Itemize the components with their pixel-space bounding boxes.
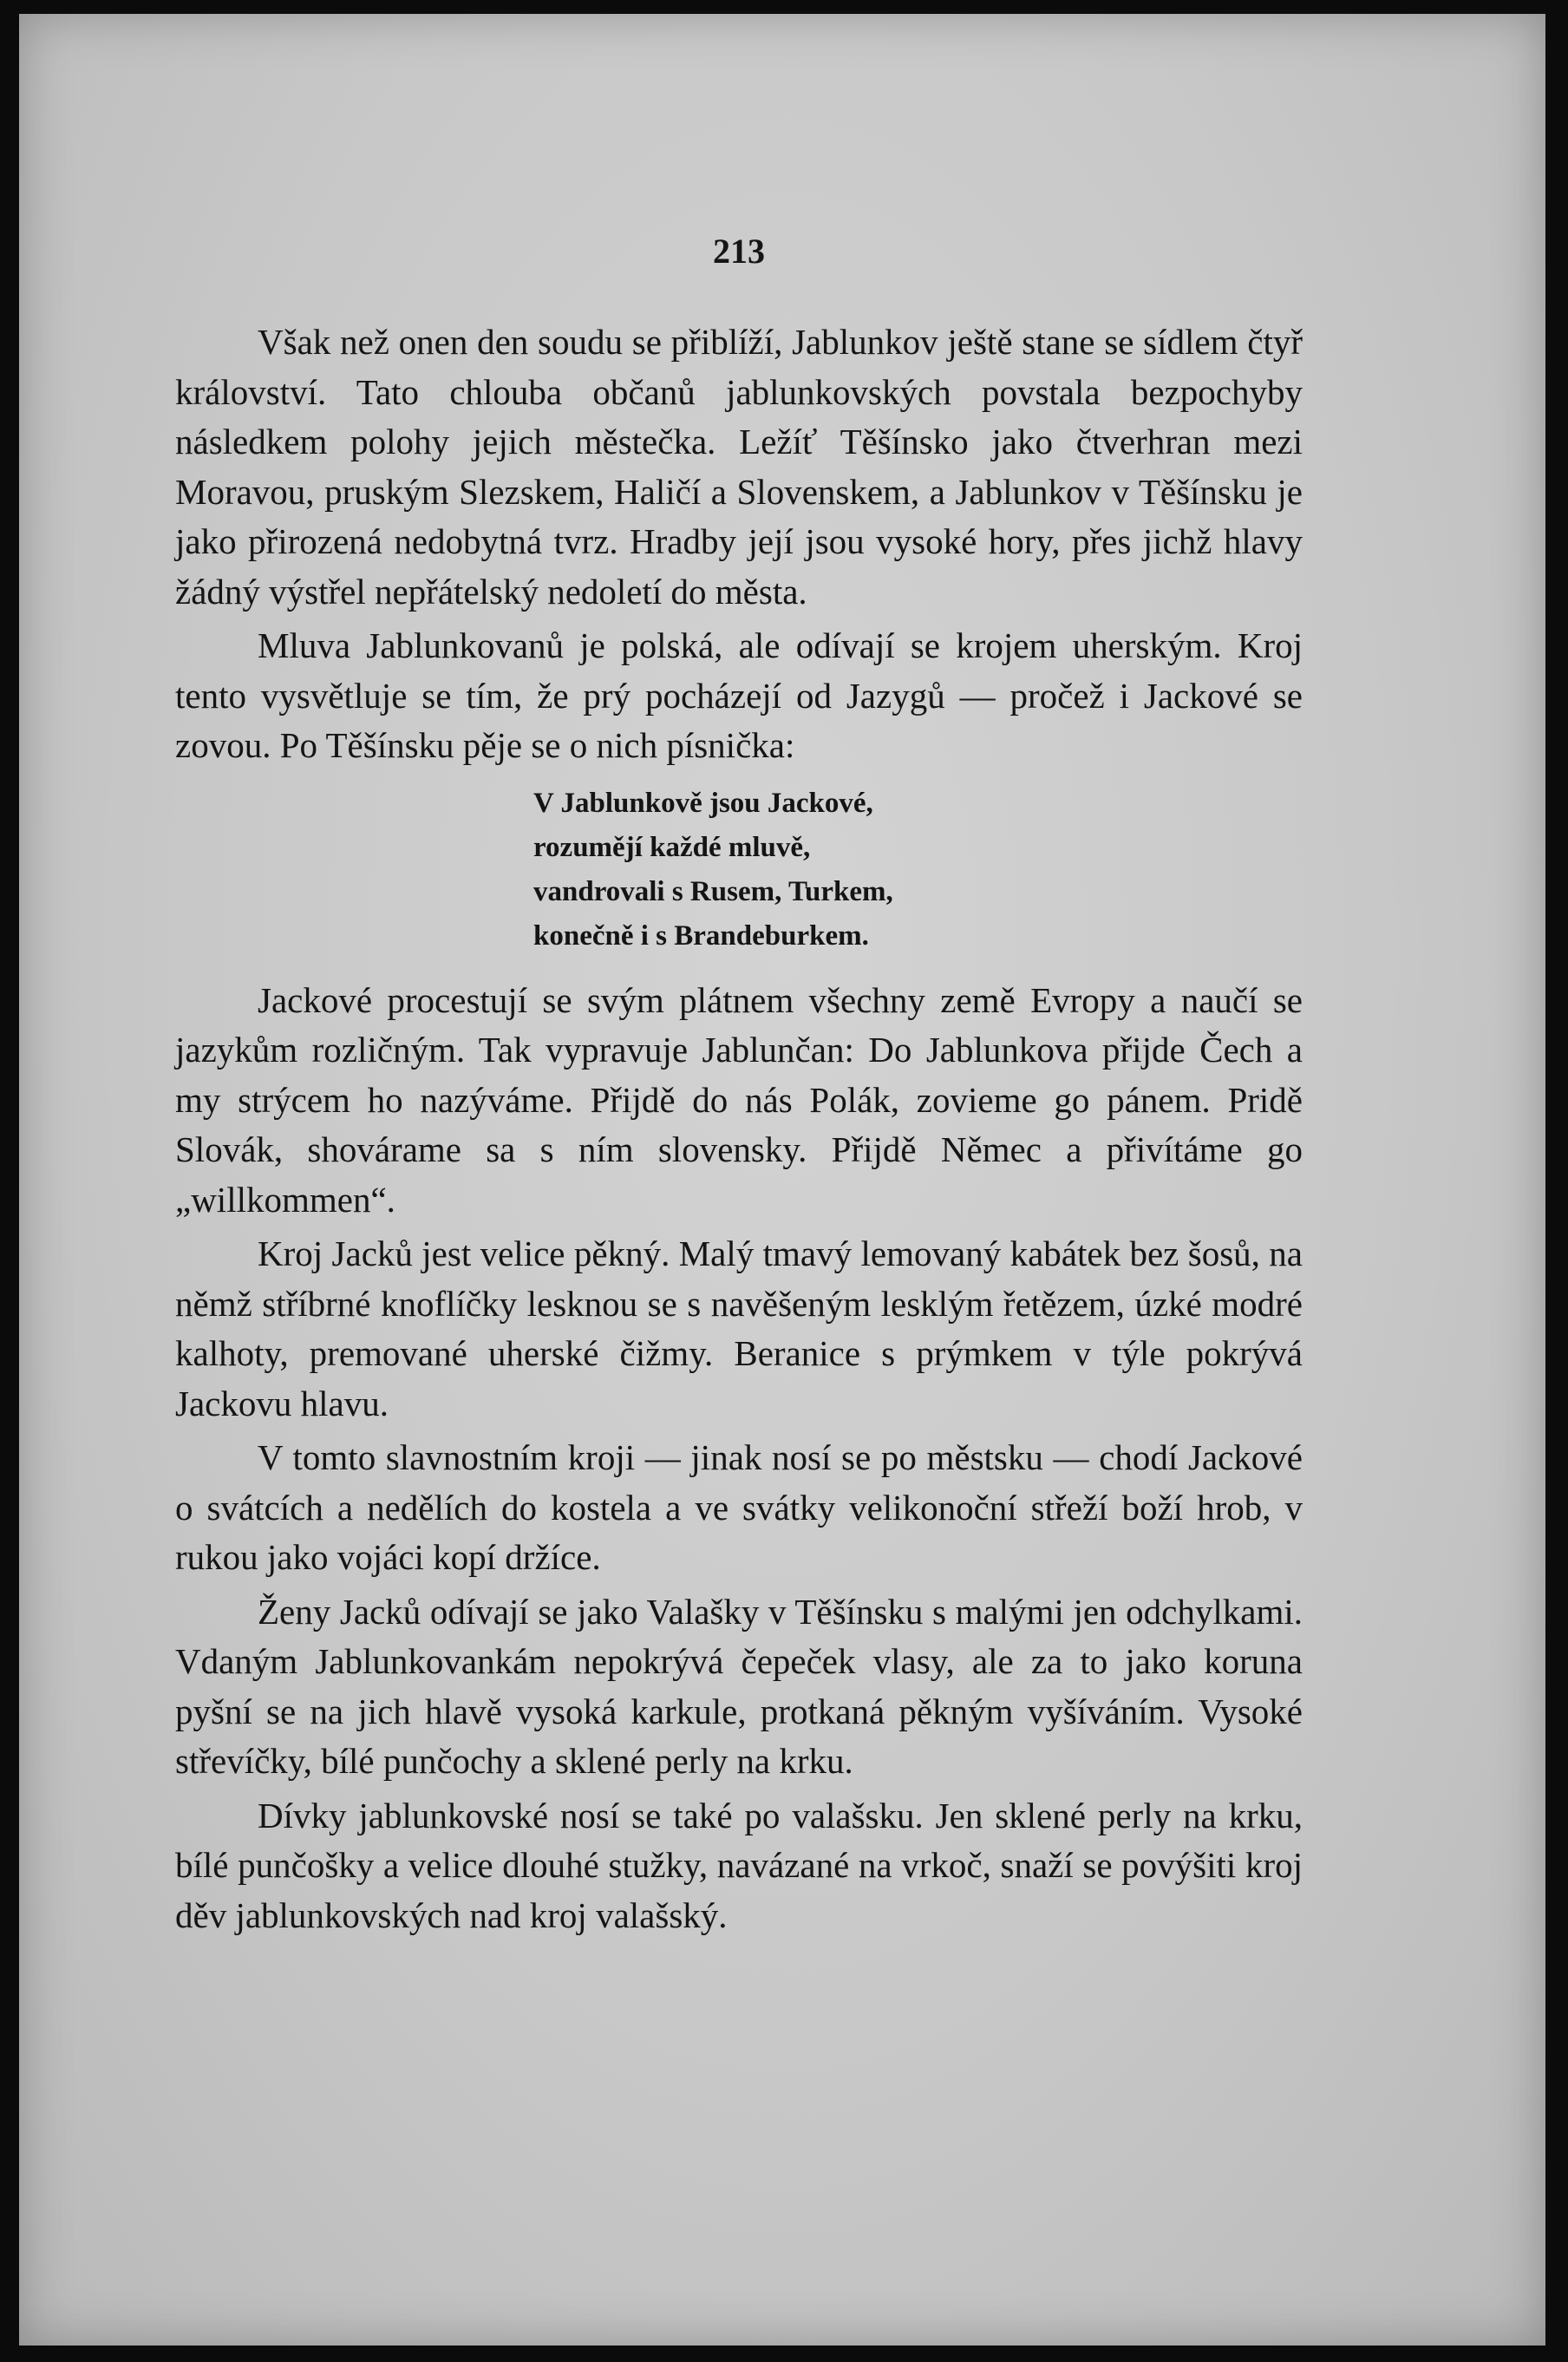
paragraph-2: Mluva Jablunkovanů je polská, ale odívají se krojem uherským. Kroj tento vysvětluje se tím, že prý pocházejí od Jazygů — pročež i Jackové se zovou. Po Těšínsku pěje se o nich písnička:	[175, 625, 1303, 765]
poem-verse	[533, 782, 1303, 959]
poem-line-4: konečně i s Brandeburkem.	[533, 919, 869, 952]
paragraph-1: Však než onen den soudu se přiblíží, Jablunkov ještě stane se sídlem čtyř království. Tato chlouba občanů jablunkovských povstala bezpochyby následkem polohy jejich městečka. Ležíť Těšínsko jako čtverhran mezi Moravou, pruským Slezskem, Haličí a Slovenskem, a Jablunkov v Těšínsku je jako přirozená nedobytná tvrz. Hradby její jsou vysoké hory, přes jichž hlavy žádný výstřel nepřátelský nedoletí do města.	[175, 322, 1303, 612]
paragraph-4: Kroj Jacků jest velice pěkný. Malý tmavý lemovaný kabátek bez šosů, na němž stříbrné knoflíčky lesknou se s navěšeným lesklým řetězem, úzké modré kalhoty, premované uherské čižmy. Beranice s prýmkem v týle pokrývá Jackovu hlavu.	[175, 1233, 1303, 1423]
page-number: 213	[713, 232, 765, 271]
paragraph-7: Dívky jablunkovské nosí se také po valašsku. Jen sklené perly na krku, bílé punčošky a velice dlouhé stužky, navázané na vrkoč, snaží se povýšiti kroj děv jablunkovských nad kroj valašský.	[175, 1795, 1303, 1935]
paragraph-3: Jackové procestují se svým plátnem všechny země Evropy a naučí se jazykům rozličným. Tak vypravuje Jablunčan: Do Jablunkova přijde Čech a my strýcem ho nazýváme. Přijdě do nás Polák, zovieme go pánem. Pridě Slovák, shovárame sa s ním slovensky. Přijdě Němec a přivítáme go „willkommen“.	[175, 979, 1303, 1220]
poem-line-2: rozumějí každé mluvě,	[533, 831, 811, 863]
body-text	[175, 317, 1303, 1945]
poem-line-1: V Jablunkově jsou Jackové,	[533, 787, 873, 819]
paragraph-6: Ženy Jacků odívají se jako Valašky v Těšínsku s malými jen odchylkami. Vdaným Jablunkovankám nepokrývá čepeček vlasy, ale za to jako koruna pyšní se na jich hlavě vysoká karkule, protkaná pěkným vyšíváním. Vysoké střevíčky, bílé punčochy a sklené perly na krku.	[175, 1591, 1303, 1781]
poem-line-3: vandrovali s Rusem, Turkem,	[533, 875, 893, 907]
book-page	[19, 14, 1545, 2346]
paragraph-5: V tomto slavnostním kroji — jinak nosí se po městsku — chodí Jackové o svátcích a nedělích do kostela a ve svátky velikonoční střeží boží hrob, v rukou jako vojáci kopí držíce.	[175, 1437, 1303, 1577]
